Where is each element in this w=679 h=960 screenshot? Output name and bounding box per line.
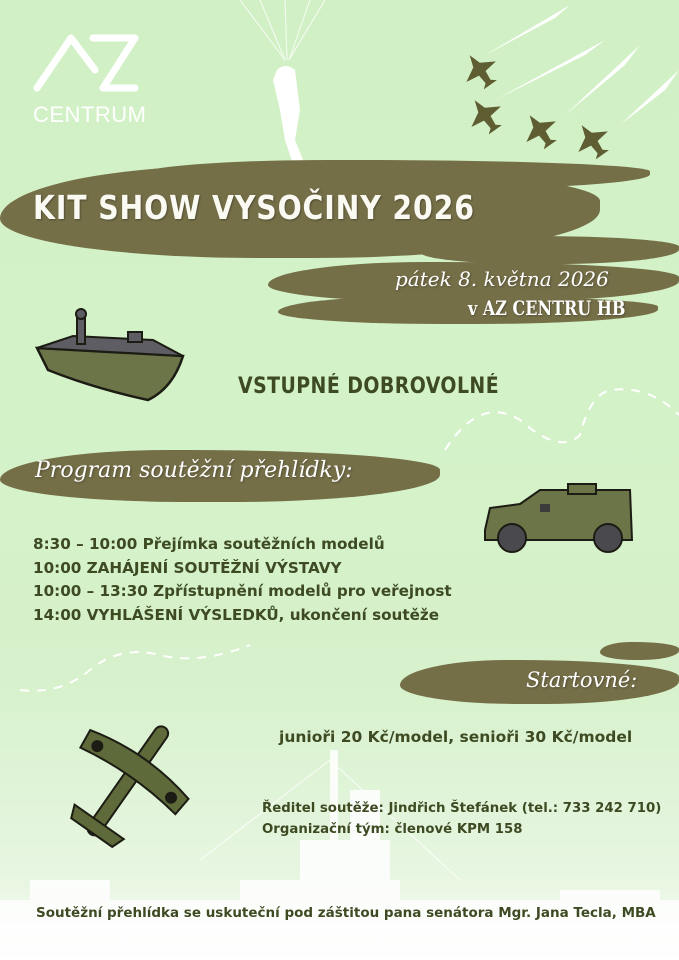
az-centrum-logo: [33, 30, 147, 127]
event-date: pátek 8. května 2026: [395, 267, 609, 291]
program-item: 8:30 – 10:00 Přejímka soutěžních modelů: [33, 535, 385, 553]
program-item: 10:00 – 13:30 Zpřístupnění modelů pro veřejnost: [33, 582, 452, 600]
director-contact: Ředitel soutěže: Jindřich Štefánek (tel.: 733 242 710): [262, 801, 662, 816]
contacts-block: [262, 798, 661, 840]
title-brush-stroke-2: [130, 160, 650, 190]
program-item: 14:00 VYHLÁŠENÍ VÝSLEDKŮ, ukončení soutěže: [33, 605, 440, 624]
program-item: 10:00 ZAHÁJENÍ SOUTĚŽNÍ VÝSTAVY: [33, 558, 342, 577]
patrol-boat-icon: [33, 298, 193, 408]
event-venue: v AZ CENTRU HB: [468, 296, 626, 320]
program-heading: Program soutěžní přehlídky:: [35, 458, 353, 483]
dashed-flight-path-2: [20, 640, 260, 700]
page-title: KIT SHOW VYSOČINY 2026: [33, 188, 475, 227]
title-brush-stroke-3: [420, 236, 679, 264]
footer-patronage: Soutěžní přehlídka se uskuteční pod záštitou pana senátora Mgr. Jana Tecla, MBA: [36, 905, 656, 921]
fighter-jets-icon: [455, 0, 679, 165]
az-logo-icon: [33, 30, 143, 95]
fees-heading: Startovné:: [526, 668, 638, 692]
fees-text: junioři 20 Kč/model, senioři 30 Kč/model: [279, 728, 633, 746]
fees-brush-stroke-2: [600, 642, 679, 660]
logo-text: CENTRUM: [33, 102, 147, 127]
parachutist-icon: [225, 0, 325, 180]
program-list: [33, 533, 452, 627]
fighter-plane-icon: [55, 705, 195, 865]
admission-label: VSTUPNÉ DOBROVOLNÉ: [238, 374, 500, 399]
organizing-team: Organizační tým: členové KPM 158: [262, 822, 523, 837]
armored-vehicle-icon: [480, 480, 640, 560]
